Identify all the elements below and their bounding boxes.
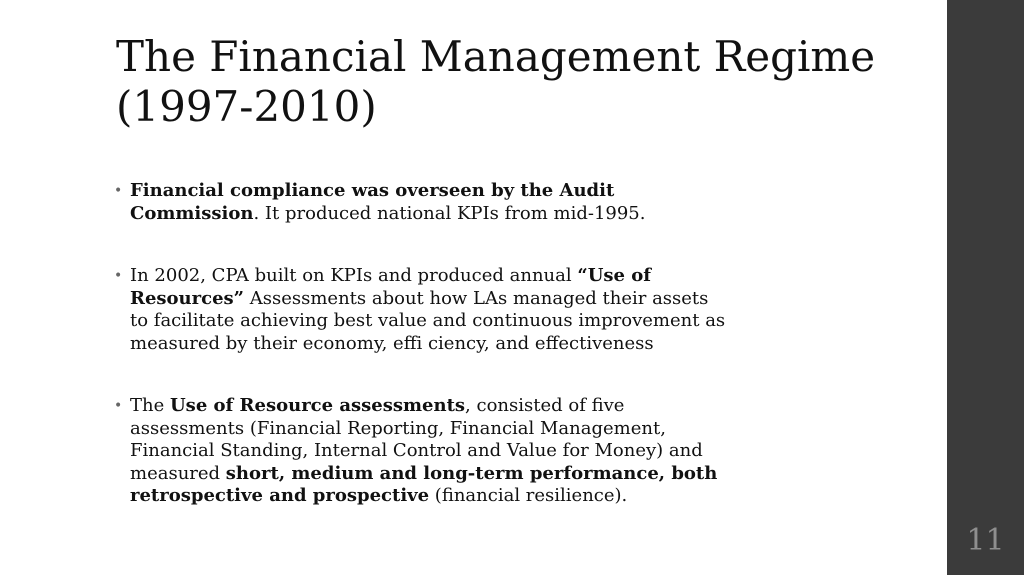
slide-title bbox=[116, 32, 916, 132]
title-line-2: (1997-2010) bbox=[116, 82, 377, 131]
bullet-2-text-a: In 2002, CPA built on KPIs and produced annual bbox=[130, 265, 578, 286]
bullet-1-bold-text-a: Financial compliance was overseen by the Audit bbox=[130, 180, 615, 201]
bullet-3-bold-text-a: Use of Resource assessments bbox=[169, 395, 466, 416]
bullet-dot-icon: • bbox=[114, 268, 123, 284]
title-line-1: The Financial Management Regime bbox=[116, 32, 876, 81]
bullet-1-text: . It produced national KPIs from mid-1995. bbox=[253, 202, 646, 224]
bullet-1-bold-text-b: Commission bbox=[130, 202, 254, 224]
bullet-item-3 bbox=[112, 395, 812, 508]
bullet-3-line-4 bbox=[130, 463, 812, 486]
bullet-item-1 bbox=[112, 180, 812, 225]
bullet-1-line-1 bbox=[130, 180, 812, 203]
bullet-1-line-2 bbox=[130, 203, 812, 226]
page-number: 11 bbox=[966, 523, 1005, 558]
bullet-3-text-a: The bbox=[130, 395, 170, 416]
bullet-3-text-c: measured bbox=[130, 462, 226, 484]
bullet-2-bold-text-b: Resources” bbox=[130, 287, 245, 309]
bullet-3-bold-text-c: retrospective and prospective bbox=[130, 485, 430, 506]
bullet-dot-icon: • bbox=[114, 398, 123, 414]
bullet-3-text-b: , consisted of five bbox=[465, 395, 625, 416]
bullet-item-2 bbox=[112, 265, 812, 355]
bullet-dot-icon: • bbox=[114, 183, 123, 199]
bullet-2-line-3: to facilitate achieving best value and continuous improvement as bbox=[130, 310, 726, 331]
bullet-2-line-2 bbox=[130, 288, 812, 311]
bullet-3-text-d: (financial resilience). bbox=[429, 485, 628, 506]
bullet-list bbox=[112, 180, 812, 548]
bullet-2-line-1 bbox=[130, 265, 812, 288]
bullet-3-line-5 bbox=[130, 485, 812, 508]
bullet-3-bold-text-b: short, medium and long-term performance, both bbox=[225, 462, 718, 484]
bullet-3-line-2: assessments (Financial Reporting, Financial Management, bbox=[130, 417, 666, 439]
bullet-3-line-3: Financial Standing, Internal Control and Value for Money) and bbox=[130, 440, 703, 461]
bullet-3-line-1 bbox=[130, 395, 812, 418]
bullet-2-line-4: measured by their economy, effi ciency, and effectiveness bbox=[130, 332, 654, 354]
right-sidebar-bar bbox=[947, 0, 1024, 575]
bullet-2-text-b: Assessments about how LAs managed their assets bbox=[244, 287, 709, 309]
bullet-2-bold-text-a: “Use of bbox=[577, 265, 651, 286]
